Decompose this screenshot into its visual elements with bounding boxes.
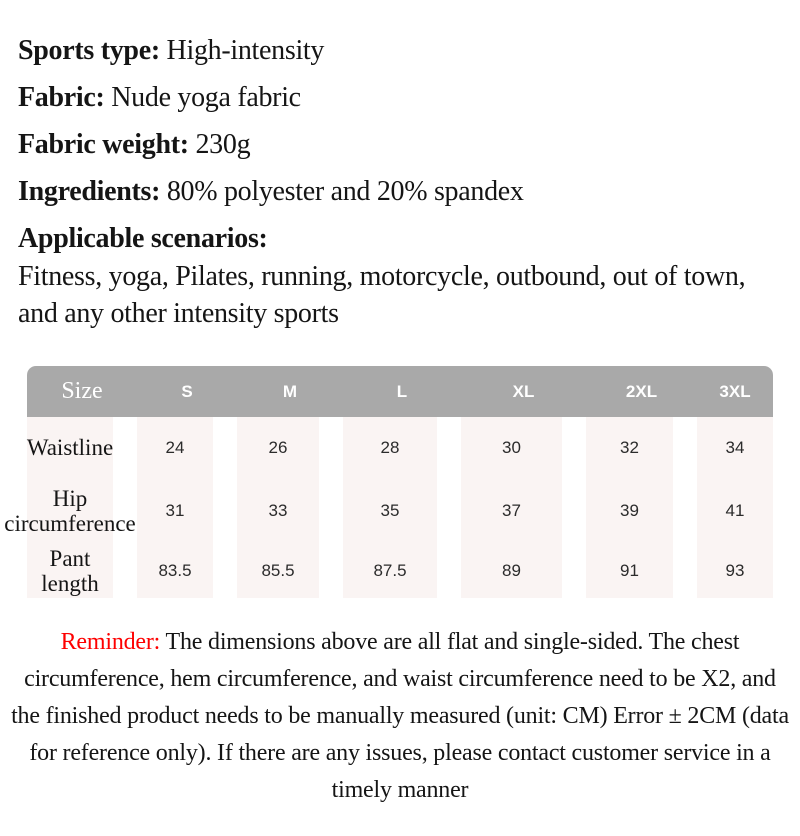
hip-xl: 37: [461, 478, 586, 543]
spec-scenarios: [18, 224, 782, 332]
hip-2xl: 39: [586, 478, 697, 543]
reminder-note: [8, 624, 792, 809]
spec-fabric-label: Fabric:: [18, 82, 105, 113]
spec-ingredients-value: 80% polyester and 20% spandex: [166, 176, 524, 207]
spec-sports-type-value: High-intensity: [166, 35, 325, 66]
waistline-s: 24: [137, 417, 237, 478]
size-col-s: S: [181, 381, 193, 401]
waistline-l: 28: [343, 417, 461, 478]
hip-3xl: 41: [697, 478, 773, 543]
spec-fabric-weight-value: 230g: [195, 129, 251, 160]
spec-fabric-value: Nude yoga fabric: [111, 82, 301, 113]
row-label-hip-circumference: Hip circumference: [27, 478, 137, 543]
product-specs: [18, 36, 782, 332]
size-col-m: M: [282, 381, 298, 401]
pant-3xl: 93: [697, 543, 773, 598]
hip-s: 31: [137, 478, 237, 543]
spec-sports-type: [18, 36, 782, 66]
size-chart-body: [4, 417, 773, 598]
size-col-3xl: 3XL: [719, 381, 751, 401]
spec-sports-type-label: Sports type:: [18, 35, 160, 66]
pant-m: 85.5: [237, 543, 343, 598]
spec-scenarios-value: Fitness, yoga, Pilates, running, motorcycle, outbound, out of town, and any other intensity sports: [18, 261, 746, 329]
row-label-pant-length: Pant length: [27, 543, 137, 598]
spec-scenarios-label: Applicable scenarios:: [18, 223, 268, 254]
size-chart-header-row: [27, 366, 773, 417]
hip-m: 33: [237, 478, 343, 543]
waistline-xl: 30: [461, 417, 586, 478]
spec-fabric: [18, 83, 782, 113]
waistline-m: 26: [237, 417, 343, 478]
hip-l: 35: [343, 478, 461, 543]
pant-l: 87.5: [343, 543, 461, 598]
size-col-2xl: 2XL: [625, 381, 658, 401]
size-col-l: L: [396, 381, 408, 401]
pant-2xl: 91: [586, 543, 697, 598]
spec-ingredients: [18, 177, 782, 207]
spec-fabric-weight: [18, 130, 782, 160]
spec-ingredients-label: Ingredients:: [18, 176, 161, 207]
pant-s: 83.5: [137, 543, 237, 598]
size-col-xl: XL: [512, 381, 535, 401]
reminder-text: The dimensions above are all flat and single-sided. The chest circumference, hem circumference, and waist circumference need to be X2, and the finished product needs to be manually measured (unit: CM) Error ± 2CM (data for reference only). If there are any issues, please contact customer service in a timely manner: [11, 629, 789, 803]
reminder-label: Reminder:: [60, 629, 161, 655]
spec-fabric-weight-label: Fabric weight:: [18, 129, 189, 160]
product-description-page: [0, 36, 800, 809]
row-label-waistline: Waistline: [27, 417, 137, 478]
waistline-3xl: 34: [697, 417, 773, 478]
size-chart: [4, 366, 773, 598]
waistline-2xl: 32: [586, 417, 697, 478]
pant-xl: 89: [461, 543, 586, 598]
size-chart-header-size: Size: [61, 378, 103, 404]
